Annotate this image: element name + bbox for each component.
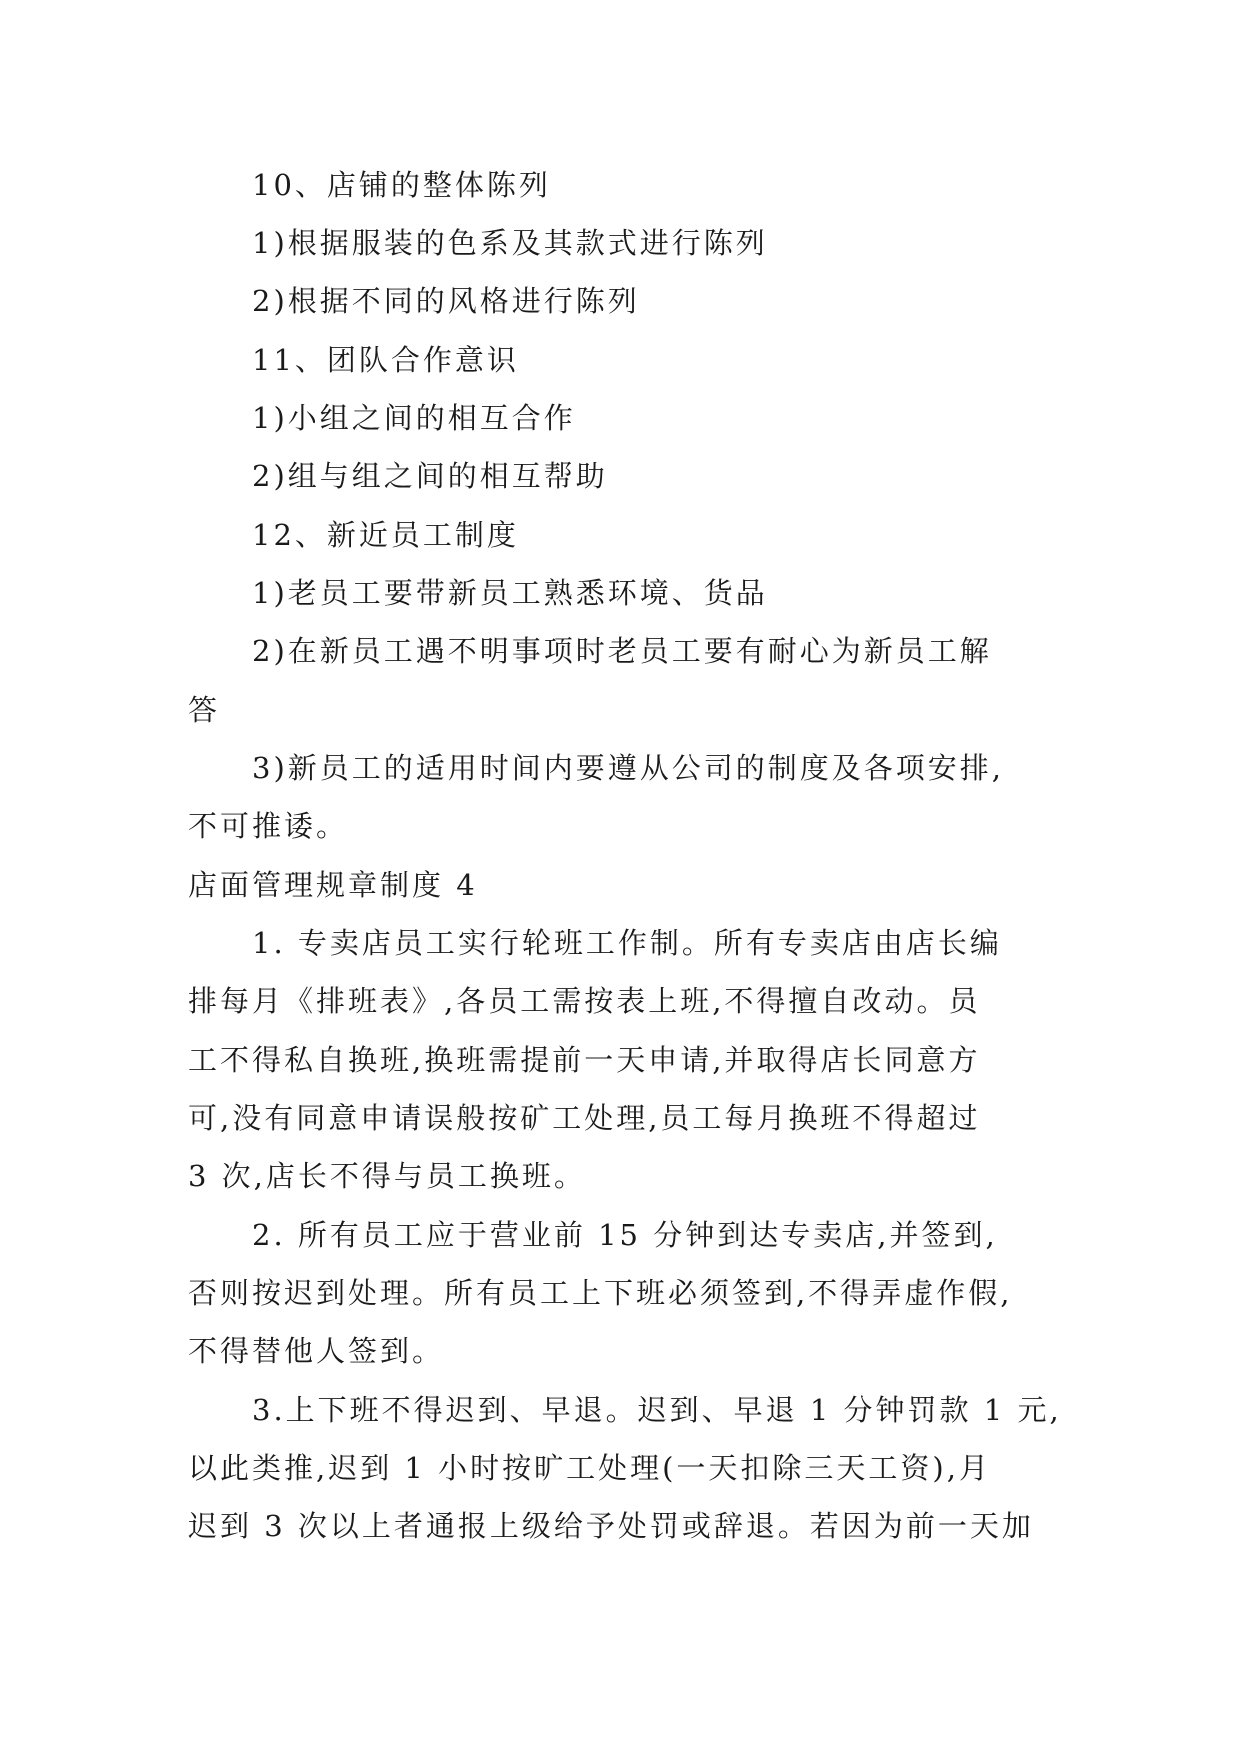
section-heading-12: 12、新近员工制度 <box>252 518 519 552</box>
paragraph-line: 1. 专卖店员工实行轮班工作制。所有专卖店由店长编 <box>252 926 1002 960</box>
paragraph-line: 3.上下班不得迟到、早退。迟到、早退 1 分钟罚款 1 元, <box>252 1393 1062 1427</box>
paragraph-line: 可,没有同意申请误般按矿工处理,员工每月换班不得超过 <box>188 1101 981 1135</box>
paragraph-line: 2. 所有员工应于营业前 15 分钟到达专卖店,并签到, <box>252 1218 998 1252</box>
paragraph-line: 排每月《排班表》,各员工需按表上班,不得擅自改动。员 <box>188 984 981 1018</box>
list-item-continuation: 答 <box>188 693 221 727</box>
document-title: 店面管理规章制度 4 <box>188 868 478 902</box>
list-item: 2)根据不同的风格进行陈列 <box>252 284 640 318</box>
list-item: 1)小组之间的相互合作 <box>252 401 576 435</box>
paragraph-line: 否则按迟到处理。所有员工上下班必须签到,不得弄虚作假, <box>188 1276 1013 1310</box>
section-heading-11: 11、团队合作意识 <box>252 343 519 377</box>
list-item: 3)新员工的适用时间内要遵从公司的制度及各项安排, <box>252 751 1004 785</box>
paragraph-line: 不得替他人签到。 <box>188 1334 445 1368</box>
section-heading-10: 10、店铺的整体陈列 <box>252 168 551 202</box>
list-item-continuation: 不可推诿。 <box>188 809 349 843</box>
list-item: 2)在新员工遇不明事项时老员工要有耐心为新员工解 <box>252 634 992 668</box>
list-item: 2)组与组之间的相互帮助 <box>252 459 608 493</box>
list-item: 1)根据服装的色系及其款式进行陈列 <box>252 226 768 260</box>
paragraph-line: 3 次,店长不得与员工换班。 <box>188 1159 586 1193</box>
paragraph-line: 以此类推,迟到 1 小时按旷工处理(一天扣除三天工资),月 <box>188 1451 991 1485</box>
list-item: 1)老员工要带新员工熟悉环境、货品 <box>252 576 768 610</box>
paragraph-line: 迟到 3 次以上者通报上级给予处罚或辞退。若因为前一天加 <box>188 1509 1034 1543</box>
paragraph-line: 工不得私自换班,换班需提前一天申请,并取得店长同意方 <box>188 1043 981 1077</box>
